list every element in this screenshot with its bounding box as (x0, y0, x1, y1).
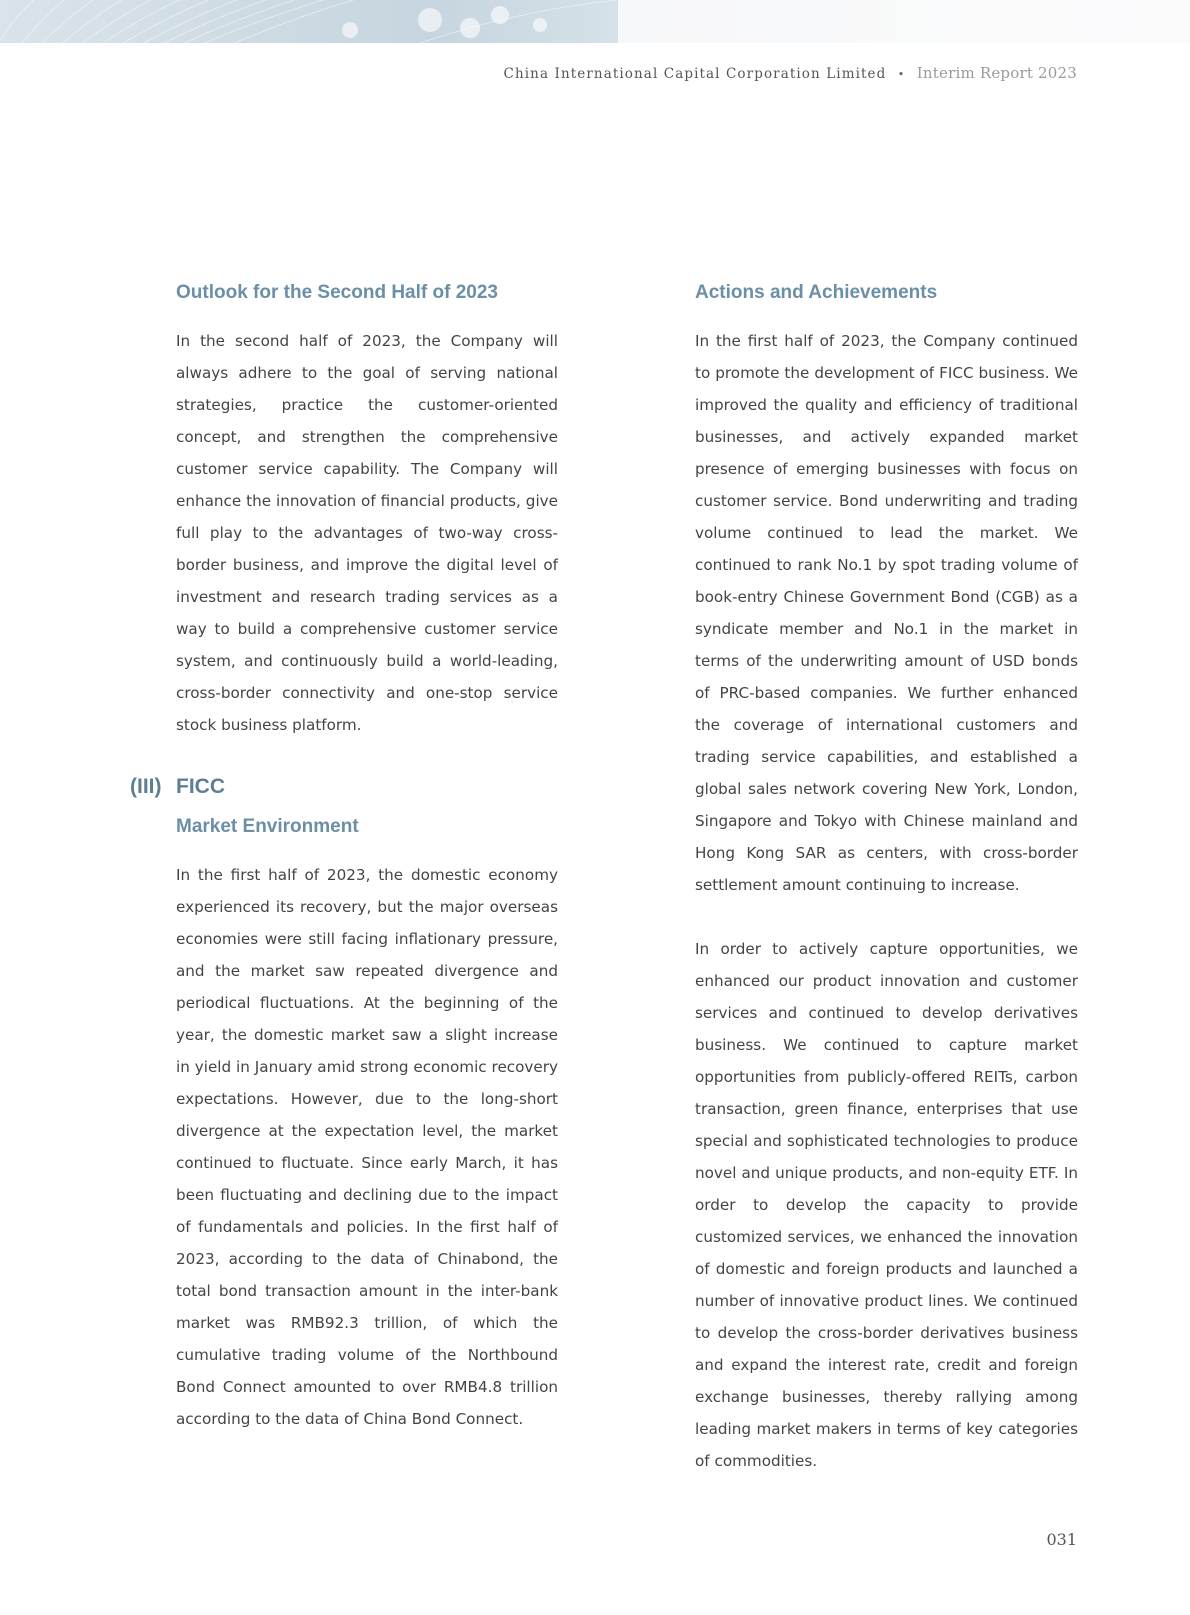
outlook-heading: Outlook for the Second Half of 2023 (176, 282, 498, 303)
actions-heading: Actions and Achievements (695, 282, 938, 303)
section-heading-ficc (130, 769, 558, 805)
page-number: 031 (1046, 1530, 1077, 1549)
decorative-banner (0, 0, 618, 43)
running-header (504, 64, 1077, 82)
decorative-arc-lines-icon (0, 0, 618, 43)
banner-right-fill (618, 0, 1190, 43)
company-name: China International Capital Corporation Limited (503, 66, 887, 82)
market-environment-paragraph: In the first half of 2023, the domestic economy experienced its recovery, but the major overseas economies were still facing inflationary pressure, and the market saw repeated divergence and periodical fluctuations. At the beginning of the year, the domestic market saw a slight increase in yield in January amid strong economic recovery expectations. However, due to the long-short divergence at the expectation level, the market continued to fluctuate. Since early March, it has been fluctuating and declining due to the impact of fundamentals and policies. In the first half of 2023, according to the data of Chinabond, the total bond transaction amount in the inter-bank market was RMB92.3 trillion, of which the cumulative trading volume of the Northbound Bond Connect amounted to over RMB4.8 trillion according to the data of China Bond Connect. (176, 866, 558, 1428)
actions-paragraph-2: In order to actively capture opportunities, we enhanced our product innovation and customer services and continued to develop derivatives business. We continued to capture market opportunities from publicly-offered REITs, carbon transaction, green finance, enterprises that use special and sophisticated technologies to produce novel and unique products, and non-equity ETF. In order to develop the capacity to provide customized services, we enhanced the innovation of domestic and foreign products and launched a number of innovative product lines. We continued to develop the cross-border derivatives business and expand the interest rate, credit and foreign exchange businesses, thereby rallying among leading market makers in terms of key categories of commodities. (695, 940, 1078, 1470)
report-title: Interim Report 2023 (916, 64, 1077, 82)
outlook-paragraph: In the second half of 2023, the Company will always adhere to the goal of serving national strategies, practice the customer-oriented concept, and strengthen the comprehensive customer service capability. The Company will enhance the innovation of financial products, give full play to the advantages of two-way cross-border business, and improve the digital level of investment and research trading services as a way to build a comprehensive customer service system, and continuously build a world-leading, cross-border connectivity and one-stop service stock business platform. (176, 332, 558, 734)
bullet-separator: • (897, 68, 906, 81)
market-environment-heading: Market Environment (176, 816, 359, 837)
section-title: FICC (176, 775, 225, 798)
actions-paragraph-1: In the first half of 2023, the Company continued to promote the development of FICC business. We improved the quality and efficiency of traditional businesses, and actively expanded market presence of emerging businesses with focus on customer service. Bond underwriting and trading volume continued to lead the market. We continued to rank No.1 by spot trading volume of book-entry Chinese Government Bond (CGB) as a syndicate member and No.1 in the market in terms of the underwriting amount of USD bonds of PRC-based companies. We further enhanced the coverage of international customers and trading service capabilities, and established a global sales network covering New York, London, Singapore and Tokyo with Chinese mainland and Hong Kong SAR as centers, with cross-border settlement amount continuing to increase. (695, 332, 1078, 894)
left-column (130, 275, 558, 1435)
right-column (695, 275, 1078, 1477)
section-number: (III) (130, 775, 162, 798)
